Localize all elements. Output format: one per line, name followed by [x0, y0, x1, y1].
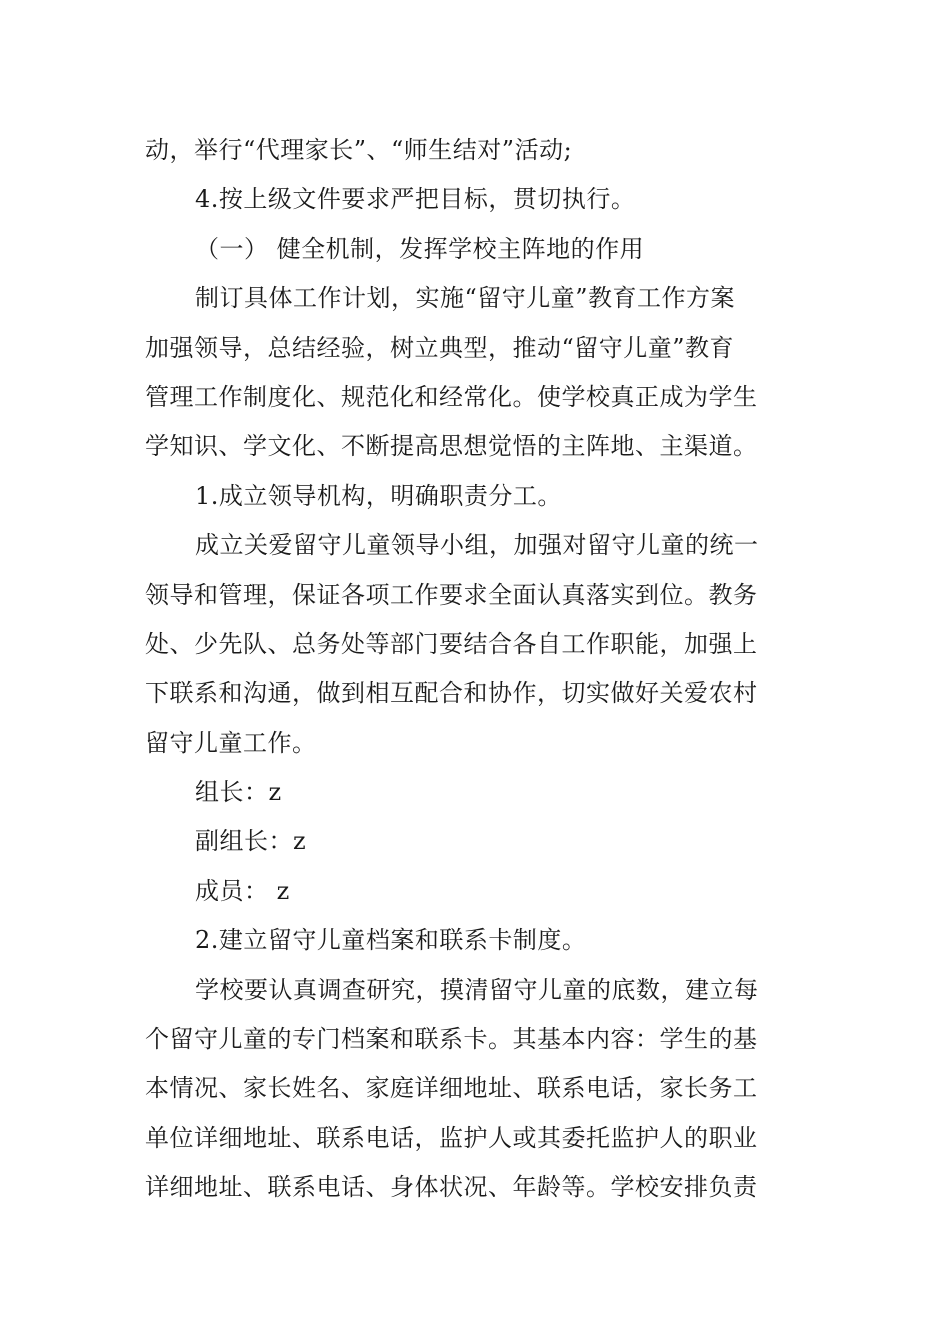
deputy-leader-line: 副组长：z	[195, 827, 307, 856]
text-line: 处、少先队、总务处等部门要结合各自工作职能，加强上	[145, 629, 758, 658]
text-line: 个留守儿童的专门档案和联系卡。其基本内容：学生的基	[145, 1025, 758, 1054]
text-line: 动，举行“代理家长”、“师生结对”活动;	[145, 136, 573, 164]
text-line: 加强领导，总结经验，树立典型，推动“留守儿童”教育	[145, 333, 735, 362]
text-line: 制订具体工作计划，实施“留守儿童”教育工作方案	[195, 284, 736, 313]
text-line: 成立关爱留守儿童领导小组，加强对留守儿童的统一	[195, 531, 759, 560]
text-line: 留守儿童工作。	[145, 728, 317, 757]
document-body	[145, 126, 810, 1213]
text-line: 学知识、学文化、不断提高思想觉悟的主阵地、主渠道。	[145, 432, 758, 461]
text-line: 管理工作制度化、规范化和经常化。使学校真正成为学生	[145, 382, 758, 411]
subsection-heading: 1.成立领导机构，明确职责分工。	[195, 481, 562, 510]
text-line: 详细地址、联系电话、身体状况、年龄等。学校安排负责	[145, 1173, 758, 1202]
text-line: 本情况、家长姓名、家庭详细地址、联系电话，家长务工	[145, 1074, 758, 1103]
text-line: 学校要认真调查研究，摸清留守儿童的底数，建立每	[195, 975, 759, 1004]
text-line: 领导和管理，保证各项工作要求全面认真落实到位。教务	[145, 580, 758, 609]
text-line: 单位详细地址、联系电话，监护人或其委托监护人的职业	[145, 1123, 758, 1152]
members-line: 成员： z	[195, 876, 290, 905]
text-line: 下联系和沟通，做到相互配合和协作，切实做好关爱农村	[145, 679, 758, 708]
subsection-heading: 2.建立留守儿童档案和联系卡制度。	[195, 926, 587, 955]
text-line: 4.按上级文件要求严把目标，贯切执行。	[195, 185, 636, 214]
team-leader-line: 组长：z	[195, 778, 282, 807]
section-heading: （一） 健全机制，发挥学校主阵地的作用	[195, 234, 645, 263]
